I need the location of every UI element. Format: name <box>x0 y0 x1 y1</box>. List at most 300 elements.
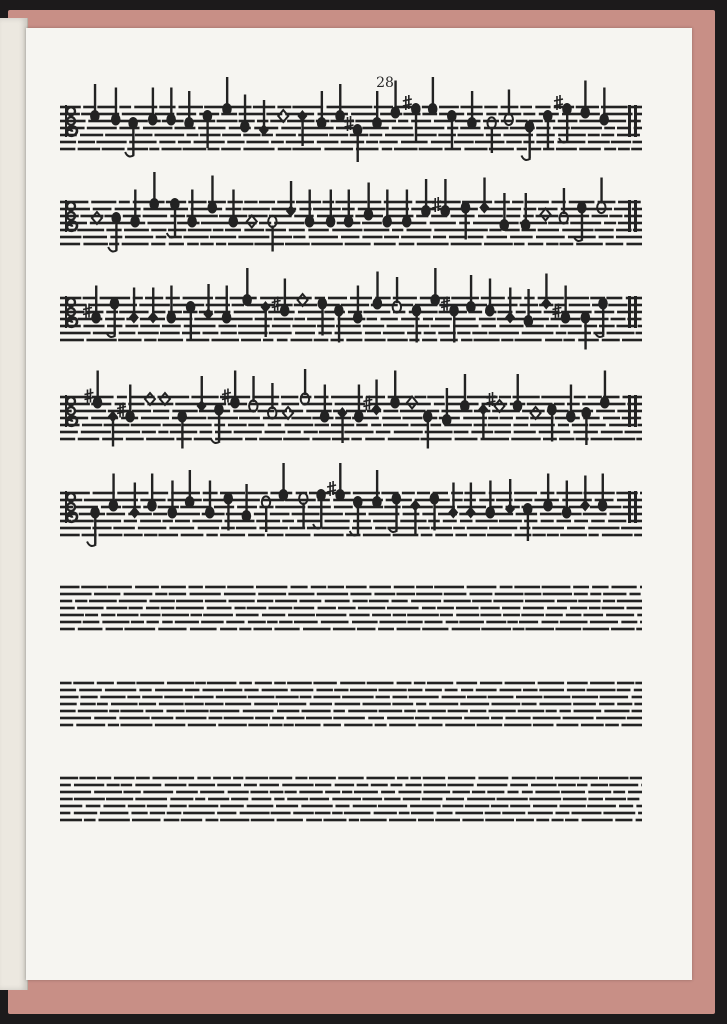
staff-line-segment <box>601 431 623 434</box>
staff-line-segment <box>143 127 172 130</box>
staff-line-segment <box>299 791 322 794</box>
staff-line-segment <box>315 812 331 815</box>
staff-line-segment <box>592 215 608 218</box>
staff-line-segment <box>275 600 297 603</box>
staff-line-segment <box>194 438 212 441</box>
staff-line-segment <box>481 628 511 631</box>
staff-line-segment <box>505 682 535 685</box>
staff-line-segment <box>228 201 243 204</box>
staff-line-segment <box>262 689 288 692</box>
staff-line-segment <box>60 148 75 151</box>
staff-line-segment <box>634 534 642 537</box>
staff-line-segment <box>194 696 213 699</box>
staff-line-segment <box>541 520 554 523</box>
staff-line-segment <box>178 141 191 144</box>
staff-line-segment <box>340 682 365 685</box>
staff-line-segment <box>185 703 204 706</box>
staff-line-segment <box>397 682 412 685</box>
staff-line-segment <box>627 717 642 720</box>
staff-line-segment <box>344 812 371 815</box>
staff-line-segment <box>467 586 497 589</box>
staff-line-segment <box>334 689 348 692</box>
staff-line-segment <box>486 113 496 116</box>
stemmed-note-icon <box>106 298 119 337</box>
staff-line-segment <box>219 325 237 328</box>
staff-line-segment <box>378 805 407 808</box>
staff-line-segment <box>567 689 585 692</box>
staff-line-segment <box>268 607 292 610</box>
staff-line-segment <box>291 586 308 589</box>
staff-line-segment <box>285 424 314 427</box>
stemmed-note-icon <box>108 411 118 447</box>
staff-line-segment <box>514 586 540 589</box>
staff-line-segment <box>637 222 642 225</box>
staff-line-segment <box>381 318 398 321</box>
stemmed-note-icon <box>167 198 180 237</box>
staff-line-segment <box>165 784 187 787</box>
staff-line-segment <box>325 600 350 603</box>
staff-line-segment <box>626 607 642 610</box>
staff-line-segment <box>86 339 116 342</box>
staff-line-segment <box>321 527 349 530</box>
staff-line-segment <box>60 717 91 720</box>
staff-line-segment <box>104 424 130 427</box>
staff-line-segment <box>433 236 446 239</box>
staff-line-segment <box>316 689 332 692</box>
staff-line-segment <box>298 311 323 314</box>
staff-line-segment <box>251 819 275 822</box>
stemmed-note-icon <box>90 84 100 122</box>
staff-line-segment <box>341 236 359 239</box>
staff-line-segment <box>589 424 605 427</box>
staff-line-segment <box>228 424 247 427</box>
staff-line-segment <box>556 520 571 523</box>
stemmed-note-icon <box>211 404 224 443</box>
staff-line-segment <box>351 113 377 116</box>
staff-line-segment <box>217 784 241 787</box>
staff-line-segment <box>508 791 519 794</box>
staff-line-segment <box>376 431 391 434</box>
staff-line-segment <box>124 520 137 523</box>
staff-line-segment <box>603 600 615 603</box>
staff-line-segment <box>487 791 504 794</box>
staff-line-segment <box>344 431 373 434</box>
staff-line-segment <box>210 236 236 239</box>
staff-line-segment <box>294 621 318 624</box>
staff-line-segment <box>245 438 257 441</box>
staff-line-segment <box>489 710 516 713</box>
staff-line-segment <box>342 696 373 699</box>
staff-line-segment <box>60 120 86 123</box>
staff-line-segment <box>100 696 125 699</box>
staff-line-segment <box>399 243 415 246</box>
staff-line-segment <box>248 534 265 537</box>
staff-line-segment <box>397 628 421 631</box>
staff-line-segment <box>292 325 316 328</box>
staff-line-segment <box>257 120 268 123</box>
staff-line-segment <box>532 534 545 537</box>
staff-line-segment <box>430 222 456 225</box>
staff-line-segment <box>163 424 181 427</box>
staff-line-segment <box>411 120 431 123</box>
staff-line-segment <box>563 339 574 342</box>
staff-line-segment <box>611 318 626 321</box>
staff-line-segment <box>205 703 224 706</box>
staff-line-segment <box>198 527 219 530</box>
staff-line-segment <box>91 201 116 204</box>
staff-line-segment <box>541 396 571 399</box>
staff-line-segment <box>363 703 391 706</box>
staff-line-segment <box>485 819 514 822</box>
staff-line-segment <box>105 689 136 692</box>
staff-line-segment <box>516 696 542 699</box>
staff-line-segment <box>418 527 430 530</box>
staff-line-segment <box>60 696 79 699</box>
staff-line-segment <box>170 798 193 801</box>
staff-line-segment <box>418 819 434 822</box>
staff-line-segment <box>201 222 229 225</box>
staff-line-segment <box>531 784 557 787</box>
staff-with-notes <box>60 369 642 449</box>
staff-line-segment <box>640 621 642 624</box>
staff-line-segment <box>126 438 144 441</box>
staff-line-segment <box>383 410 398 413</box>
staff-line-segment <box>119 600 147 603</box>
staff-line-segment <box>605 724 619 727</box>
staff-line-segment <box>191 208 222 211</box>
staff-line-segment <box>94 717 116 720</box>
staff-line-segment <box>176 791 198 794</box>
staff-line-segment <box>617 311 634 314</box>
staff-line-segment <box>288 593 314 596</box>
staff-with-notes <box>60 172 642 252</box>
staff-line-segment <box>398 791 421 794</box>
staff-line-segment <box>599 777 629 780</box>
staff-line-segment <box>138 527 166 530</box>
staff-line-segment <box>207 682 237 685</box>
staff-line-segment <box>628 791 642 794</box>
staff-line-segment <box>272 325 291 328</box>
staff-line-segment <box>394 148 418 151</box>
staff-line-segment <box>446 621 459 624</box>
staff-line-segment <box>252 396 279 399</box>
staff-line-segment <box>414 682 426 685</box>
staff-line-segment <box>188 724 216 727</box>
staff-line-segment <box>259 438 282 441</box>
staff-line-segment <box>122 243 149 246</box>
staff-line-segment <box>158 506 179 509</box>
staff-line-segment <box>255 717 270 720</box>
barline-icon <box>628 200 631 232</box>
staff-line-segment <box>267 534 284 537</box>
staff-line-segment <box>423 777 445 780</box>
staff-line-segment <box>224 593 256 596</box>
staff-line-segment <box>513 424 528 427</box>
staff-line-segment <box>585 208 612 211</box>
staff-line-segment <box>96 141 126 144</box>
staff-line-segment <box>144 534 157 537</box>
staff-line-segment <box>367 318 377 321</box>
staff-line-segment <box>636 805 642 808</box>
staff-line-segment <box>611 628 635 631</box>
staff-line-segment <box>168 229 186 232</box>
staff-line-segment <box>175 403 200 406</box>
staff-line-segment <box>376 696 390 699</box>
staff-line-segment <box>60 805 82 808</box>
staff-line-segment <box>169 593 186 596</box>
staff-line-segment <box>454 431 469 434</box>
stemmed-note-icon <box>412 305 422 343</box>
staff-line-segment <box>253 628 272 631</box>
staff-line-segment <box>178 106 202 109</box>
staff-line-segment <box>614 208 630 211</box>
staff-line-segment <box>467 527 488 530</box>
staff-line-segment <box>608 403 626 406</box>
staff-line-segment <box>220 492 245 495</box>
staff-line-segment <box>458 134 484 137</box>
staff-line-segment <box>291 339 313 342</box>
stemmed-note-icon <box>560 188 568 224</box>
staff-line-segment <box>239 417 260 420</box>
staff-line-segment <box>239 628 251 631</box>
staff-line-segment <box>511 438 540 441</box>
staff-line-segment <box>507 208 521 211</box>
staff-line-segment <box>579 148 601 151</box>
staff-line-segment <box>477 784 507 787</box>
staff-line-segment <box>302 710 331 713</box>
staff-line-segment <box>378 628 394 631</box>
staff-line-segment <box>451 297 479 300</box>
staff-line-segment <box>254 243 283 246</box>
staff-line-segment <box>314 534 344 537</box>
staff-line-segment <box>132 410 151 413</box>
staff-line-segment <box>573 586 589 589</box>
staff-line-segment <box>388 396 412 399</box>
staff-line-segment <box>545 339 562 342</box>
stemmed-note-icon <box>460 374 470 412</box>
staff-line-segment <box>314 396 328 399</box>
staff-line-segment <box>232 304 244 307</box>
staff-line-segment <box>501 120 513 123</box>
staff-line-segment <box>257 410 274 413</box>
stemmed-note-icon <box>600 371 610 409</box>
staff-line-segment <box>277 710 299 713</box>
staff-line-segment <box>119 332 136 335</box>
staff-line-segment <box>493 600 523 603</box>
staff-line-segment <box>423 791 450 794</box>
staff-line-segment <box>274 222 304 225</box>
staff-line-segment <box>143 215 167 218</box>
staff-line-segment <box>419 148 443 151</box>
staff-line-segment <box>607 332 635 335</box>
staff-line-segment <box>306 819 322 822</box>
staff-line-segment <box>152 777 177 780</box>
staff-line-segment <box>190 628 217 631</box>
staff-line-segment <box>156 236 167 239</box>
staff-line-segment <box>600 696 628 699</box>
staff-line-segment <box>83 297 97 300</box>
staff-line-segment <box>414 396 426 399</box>
staff-line-segment <box>536 819 549 822</box>
staff-line-segment <box>277 106 291 109</box>
staff-line-segment <box>385 134 414 137</box>
staff-line-segment <box>220 534 245 537</box>
staff-line-segment <box>136 777 150 780</box>
staff-line-segment <box>617 689 631 692</box>
staff-line-segment <box>333 717 365 720</box>
staff-line-segment <box>540 513 562 516</box>
staff-line-segment <box>276 134 296 137</box>
staff-line-segment <box>60 784 71 787</box>
staff-line-segment <box>468 403 478 406</box>
staff-line-segment <box>432 717 462 720</box>
stemmed-note-icon <box>574 202 587 241</box>
staff-line-segment <box>78 438 99 441</box>
staff-line-segment <box>60 311 85 314</box>
staff-line-segment <box>636 438 642 441</box>
staff-line-segment <box>306 410 331 413</box>
staff-line-segment <box>114 431 140 434</box>
staff-line-segment <box>528 243 543 246</box>
staff-line-segment <box>368 717 384 720</box>
staff-line-segment <box>365 339 386 342</box>
staff-line-segment <box>287 798 308 801</box>
staff-line-segment <box>149 148 159 151</box>
staff-line-segment <box>489 492 512 495</box>
staff-line-segment <box>89 304 112 307</box>
staff-line-segment <box>388 438 420 441</box>
staff-line-segment <box>291 689 314 692</box>
staff-line-segment <box>60 339 84 342</box>
staff-line-segment <box>464 148 487 151</box>
staff-line-segment <box>400 304 413 307</box>
page-number: 28 <box>376 75 394 91</box>
staff-line-segment <box>641 784 642 787</box>
staff-line-segment <box>363 311 390 314</box>
stemmed-note-icon <box>479 178 489 214</box>
staff-line-segment <box>503 614 520 617</box>
staff-line-segment <box>422 628 448 631</box>
staff-line-segment <box>245 777 268 780</box>
stemmed-note-icon <box>177 411 187 449</box>
staff-line-segment <box>374 593 395 596</box>
staff-line-segment <box>489 527 517 530</box>
staff-line-segment <box>225 229 241 232</box>
staff-line-segment <box>186 710 209 713</box>
staff-line-segment <box>601 134 614 137</box>
staff-line-segment <box>153 513 167 516</box>
staff-line-segment <box>248 621 266 624</box>
staff-line-segment <box>529 798 561 801</box>
staff-line-segment <box>538 682 564 685</box>
staff-line-segment <box>587 689 616 692</box>
staff-line-segment <box>335 703 361 706</box>
staff-line-segment <box>294 304 317 307</box>
staff-line-segment <box>335 403 365 406</box>
staff-line-segment <box>563 717 594 720</box>
staff-line-segment <box>583 513 607 516</box>
staff-line-segment <box>260 784 279 787</box>
staff-line-segment <box>364 229 390 232</box>
staff-line-segment <box>566 614 582 617</box>
staff-line-segment <box>143 208 175 211</box>
stemmed-note-icon <box>372 470 382 508</box>
staff-line-segment <box>74 812 97 815</box>
staff-line-segment <box>615 819 632 822</box>
staff-line-segment <box>201 621 224 624</box>
staff-line-segment <box>425 621 443 624</box>
staff-line-segment <box>117 682 136 685</box>
staff-line-segment <box>169 243 184 246</box>
staff-line-segment <box>244 229 264 232</box>
staff-line-segment <box>106 628 123 631</box>
staff-line-segment <box>632 141 642 144</box>
staff-line-segment <box>93 332 116 335</box>
staff-line-segment <box>291 417 311 420</box>
stemmed-note-icon <box>301 369 309 405</box>
staff-line-segment <box>603 812 635 815</box>
staff-line-segment <box>248 424 264 427</box>
staff-line-segment <box>447 396 465 399</box>
staff-line-segment <box>525 201 549 204</box>
stemmed-note-icon <box>279 463 289 501</box>
staff-line-segment <box>188 201 206 204</box>
staff-line-segment <box>630 777 642 780</box>
staff-line-segment <box>539 703 571 706</box>
stemmed-note-icon <box>222 77 232 115</box>
staff-line-segment <box>162 325 181 328</box>
staff-line-segment <box>323 201 335 204</box>
staff-line-segment <box>318 607 336 610</box>
staff-line-segment <box>252 798 272 801</box>
staff-line-segment <box>208 798 229 801</box>
staff-line-segment <box>444 593 467 596</box>
staff-line-segment <box>520 106 532 109</box>
staff-line-segment <box>560 325 582 328</box>
staff-line-segment <box>94 791 122 794</box>
staff-line-segment <box>206 534 217 537</box>
staff-line-segment <box>484 106 497 109</box>
staff-line-segment <box>560 215 589 218</box>
staff-line-segment <box>462 819 483 822</box>
staff-line-segment <box>374 243 396 246</box>
staff-line-segment <box>422 513 434 516</box>
staff-line-segment <box>358 607 385 610</box>
staff-line-segment <box>60 600 72 603</box>
staff-line-segment <box>256 586 287 589</box>
staff-line-segment <box>234 311 265 314</box>
staff-line-segment <box>79 777 95 780</box>
staff-with-notes <box>60 77 642 162</box>
staff-line-segment <box>573 703 596 706</box>
staff-line-segment <box>417 403 431 406</box>
staff-line-segment <box>83 325 104 328</box>
stemmed-note-icon <box>87 507 100 546</box>
staff-line-segment <box>308 506 331 509</box>
staff-line-segment <box>492 703 521 706</box>
stemmed-note-icon <box>350 496 363 535</box>
staff-line-segment <box>467 113 483 116</box>
staff-line-segment <box>158 534 178 537</box>
staff-line-segment <box>579 120 601 123</box>
staff-line-segment <box>500 417 513 420</box>
staff-line-segment <box>243 134 260 137</box>
staff-line-segment <box>357 628 376 631</box>
staff-line-segment <box>427 682 453 685</box>
staff-line-segment <box>297 520 322 523</box>
staff-line-segment <box>285 791 297 794</box>
staff-line-segment <box>151 229 166 232</box>
